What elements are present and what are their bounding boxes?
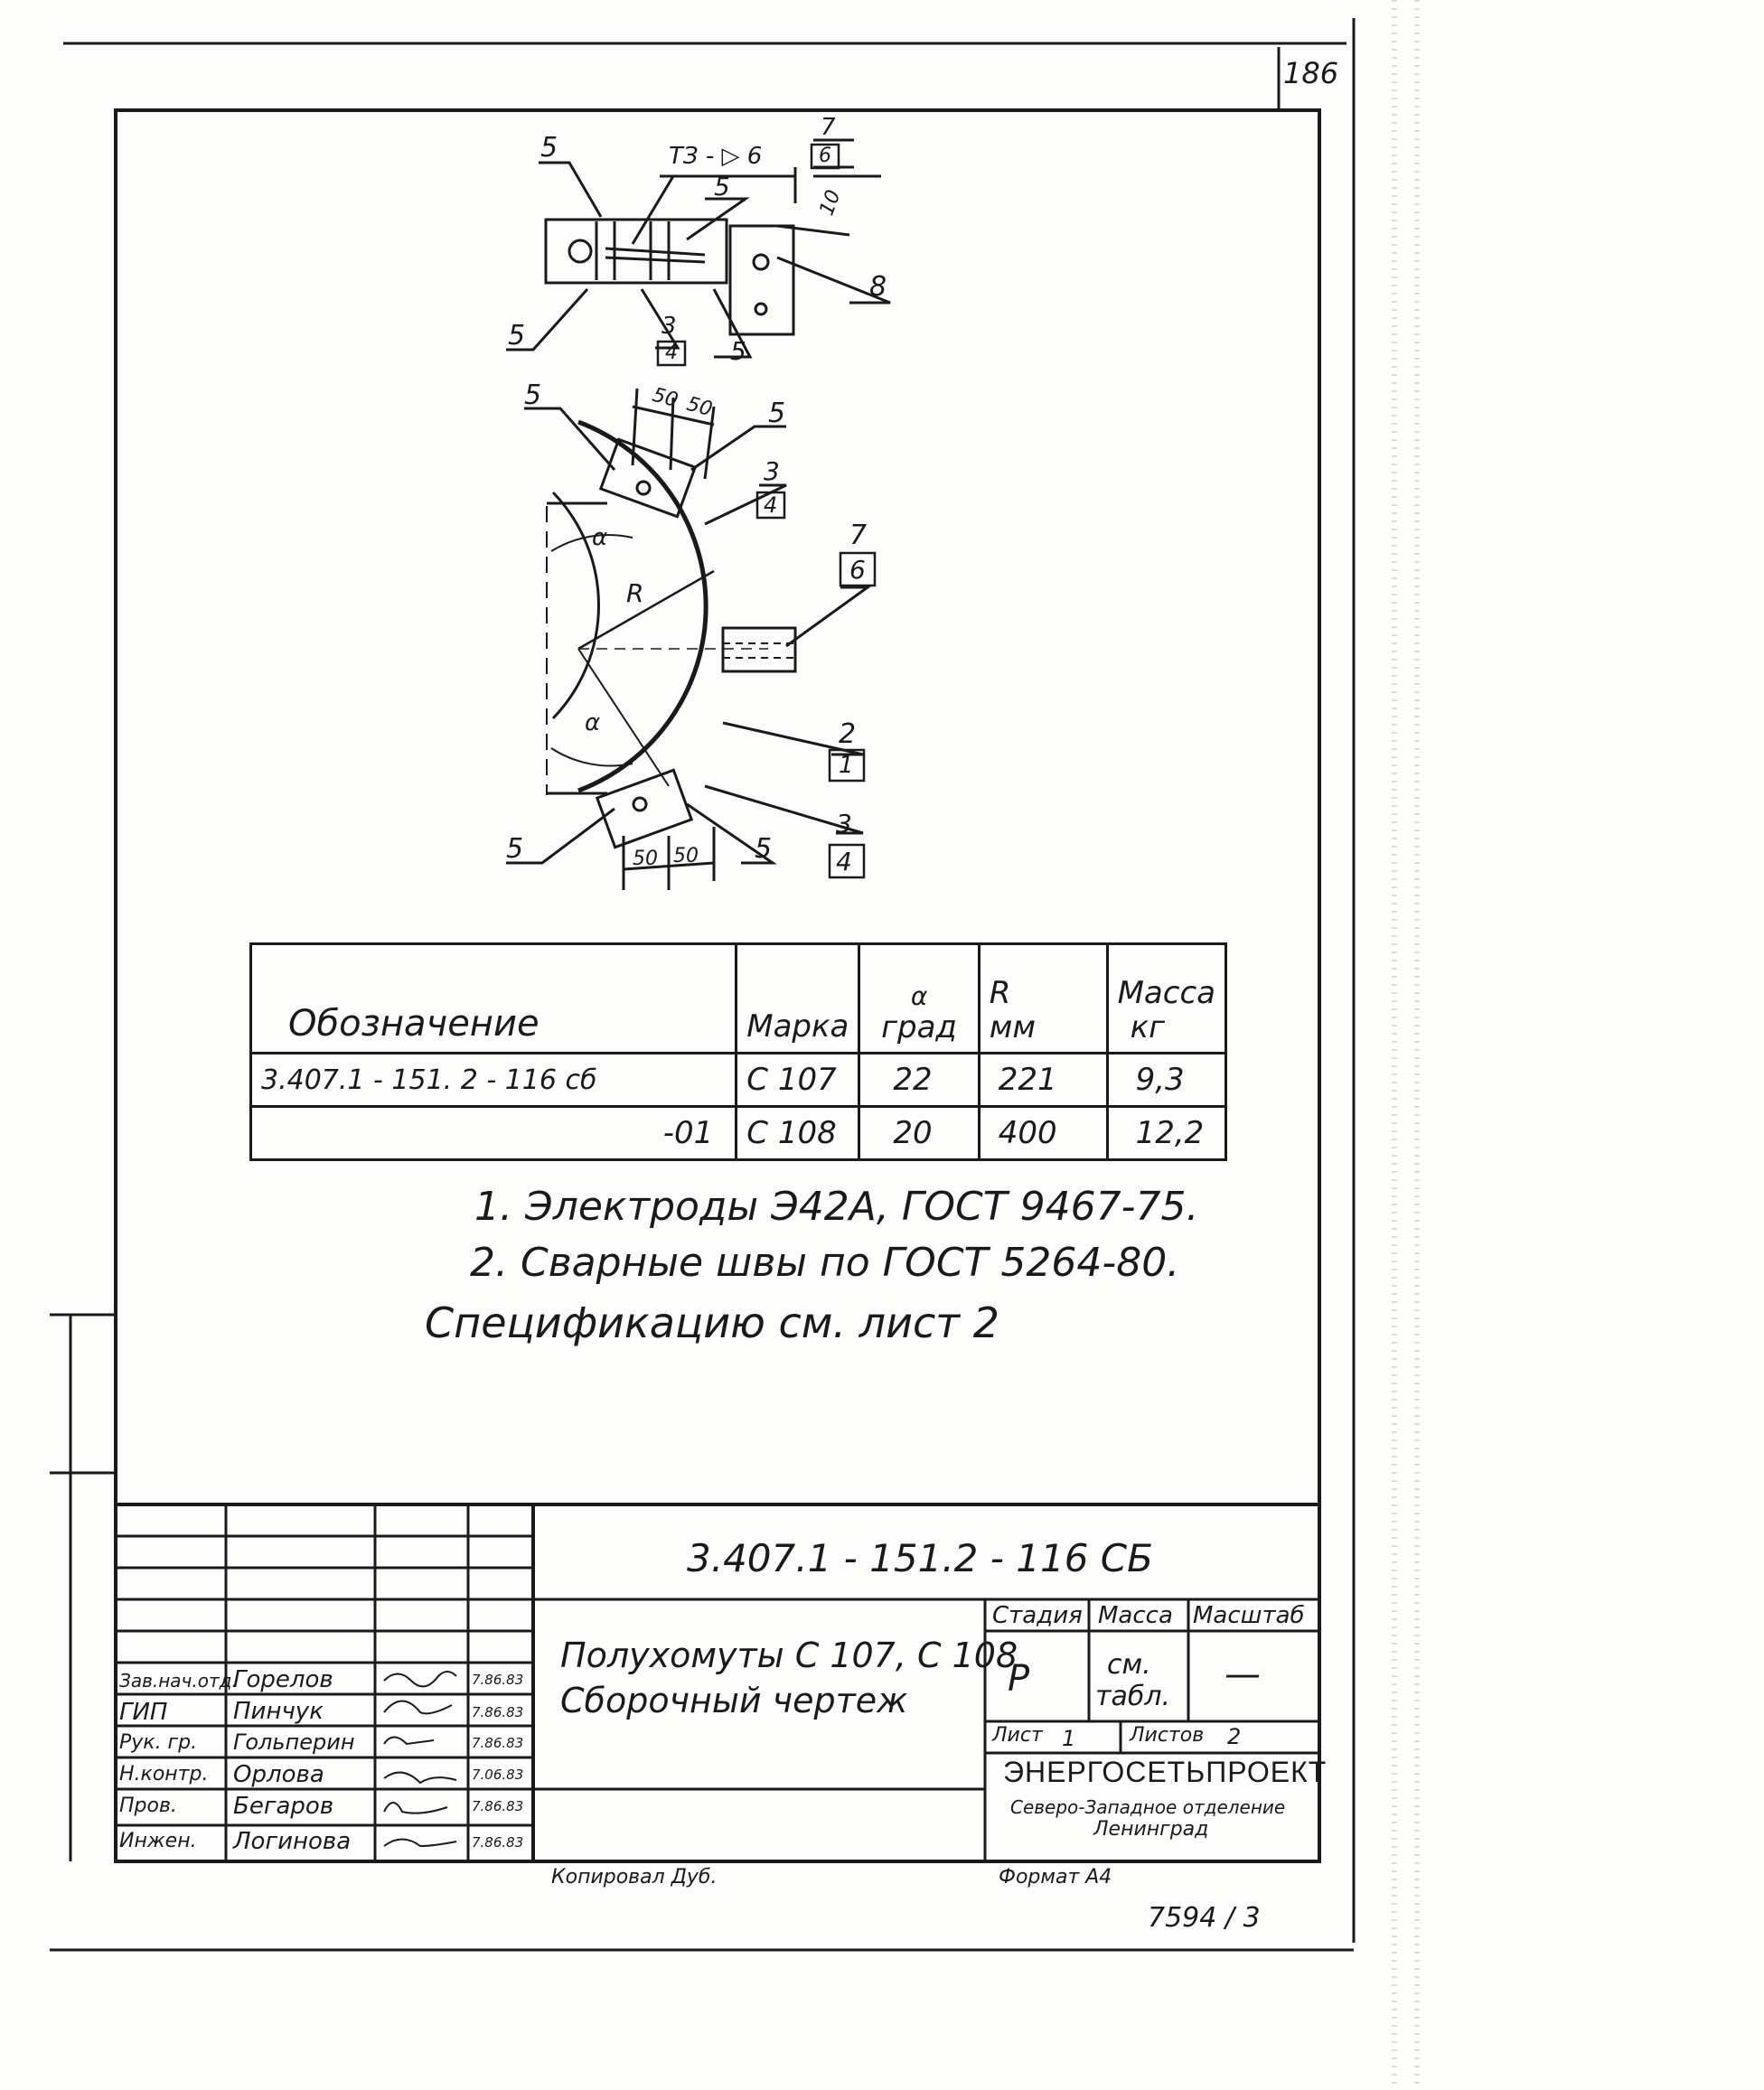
callout-mv-7: 7 (849, 520, 868, 551)
row1-mark: С 107 (737, 1054, 859, 1107)
sig-date: 7.86.83 (472, 1735, 524, 1751)
callout-tv-5b: 5 (714, 172, 730, 202)
mass-value-1: см. (1107, 1649, 1151, 1681)
stage-label: Стадия (992, 1602, 1083, 1629)
stage-value: Р (1008, 1658, 1030, 1700)
inventory-number: 7594 / 3 (1148, 1902, 1261, 1934)
callout-mv-5-bottomleft: 5 (506, 833, 524, 865)
sig-role: ГИП (119, 1699, 168, 1726)
sig-role: Пров. (119, 1795, 177, 1817)
spec-note: Спецификацию см. лист 2 (425, 1298, 999, 1347)
doc-name-1: Полухомуты С 107, С 108 (560, 1635, 1018, 1675)
header-mark: Марка (737, 944, 859, 1054)
sig-name: Горелов (233, 1666, 333, 1693)
sheet-value: 1 (1062, 1726, 1076, 1751)
callout-mv-5-topright: 5 (768, 398, 786, 429)
sig-name: Орлова (233, 1761, 324, 1788)
header-mass (1107, 944, 1225, 1054)
note-1: 1. Электроды Э42А, ГОСТ 9467-75. (474, 1184, 1199, 1230)
org-line-3: Ленинград (1093, 1818, 1209, 1841)
callout-mv-1: 1 (839, 752, 854, 779)
sheet-label: Лист (992, 1724, 1043, 1747)
spec-table-header (251, 944, 1226, 1054)
top-view-dim: 10 (815, 187, 846, 219)
radius-label: R (626, 578, 644, 608)
sig-date: 7.86.83 (472, 1672, 524, 1688)
sheets-value: 2 (1227, 1724, 1242, 1749)
org-name: ЭНЕРГОСЕТЬПРОЕКТ (1003, 1756, 1328, 1788)
header-mass-label: Масса (1117, 975, 1215, 1012)
row2-angle: 20 (859, 1107, 979, 1160)
header-designation: Обозначение (251, 944, 737, 1054)
sheet-number: 186 (1283, 56, 1339, 90)
callout-mv-5-bottomright: 5 (755, 833, 773, 865)
mass-label: Масса (1098, 1602, 1173, 1629)
doc-name-2: Сборочный чертеж (560, 1681, 908, 1720)
header-angle (859, 944, 979, 1054)
callout-mv-2: 2 (839, 718, 857, 750)
sig-role: Рук. гр. (119, 1731, 198, 1754)
sig-name: Логинова (233, 1828, 352, 1855)
callout-tv-5d: 5 (730, 336, 746, 366)
callout-tv-5c: 5 (508, 320, 526, 351)
callout-tv-8: 8 (869, 271, 887, 303)
top-view (506, 140, 890, 365)
sig-date: 7.86.83 (472, 1798, 524, 1814)
format-label: Формат А4 (999, 1866, 1112, 1888)
callout-tv-6: 6 (819, 145, 831, 167)
callout-tv-7: 7 (821, 114, 836, 141)
row2-radius: 400 (979, 1107, 1107, 1160)
sig-date: 7.06.83 (472, 1767, 524, 1783)
sheets-label: Листов (1130, 1724, 1205, 1747)
callout-mv-4-bottom: 4 (836, 847, 852, 876)
angle-label-top: α (592, 524, 608, 551)
sig-name: Пинчук (233, 1698, 324, 1725)
row1-designation: 3.407.1 - 151. 2 - 116 сб (251, 1054, 737, 1107)
copied-by: Копировал Дуб. (551, 1866, 718, 1888)
callout-mv-6: 6 (849, 555, 866, 585)
callout-tv-3: 3 (662, 313, 677, 340)
callout-tv-4: 4 (665, 342, 678, 364)
row1-angle: 22 (859, 1054, 979, 1107)
callout-mv-3-bottom: 3 (836, 809, 852, 839)
sig-name: Гольперин (233, 1729, 355, 1755)
dim-bottom-left: 50 (633, 848, 658, 870)
scale-label: Масштаб (1193, 1602, 1305, 1629)
dim-bottom-right: 50 (673, 845, 699, 867)
table-row (251, 1107, 1226, 1160)
spec-table (249, 942, 1227, 1161)
header-angle-unit: град (881, 1008, 957, 1045)
sig-date: 7.86.83 (472, 1704, 524, 1720)
row1-mass: 9,3 (1107, 1054, 1225, 1107)
row2-mark: С 108 (737, 1107, 859, 1160)
callout-mv-5-topleft: 5 (524, 380, 542, 411)
header-radius-symbol: R (989, 975, 1011, 1012)
note-2: 2. Сварные швы по ГОСТ 5264-80. (470, 1240, 1180, 1286)
header-angle-symbol: α (910, 980, 928, 1011)
table-row (251, 1054, 1226, 1107)
callout-mv-4-top: 4 (764, 492, 778, 518)
org-line-2: Северо-Западное отделение (1010, 1796, 1286, 1818)
sig-name: Бегаров (233, 1793, 334, 1820)
callout-mv-3-top: 3 (764, 456, 780, 486)
mass-value-2: табл. (1095, 1681, 1171, 1712)
header-radius-unit: мм (989, 1008, 1037, 1045)
header-radius (979, 944, 1107, 1054)
doc-code: 3.407.1 - 151.2 - 116 СБ (687, 1536, 1153, 1580)
sig-date: 7.86.83 (472, 1834, 524, 1851)
sig-role: Зав.нач.отд. (119, 1670, 238, 1692)
angle-label-bottom: α (585, 709, 601, 736)
scale-value: — (1224, 1654, 1261, 1695)
callout-tv-5a: 5 (540, 132, 558, 164)
row2-designation: -01 (251, 1107, 737, 1160)
header-mass-unit: кг (1130, 1008, 1165, 1045)
row1-radius: 221 (979, 1054, 1107, 1107)
sig-role: Инжен. (119, 1830, 197, 1852)
row2-mass: 12,2 (1107, 1107, 1225, 1160)
main-view (506, 389, 875, 890)
sig-role: Н.контр. (119, 1763, 209, 1785)
dim-top-right: 50 (684, 392, 715, 422)
dim-top-left: 50 (650, 383, 680, 413)
weld-symbol: ТЗ - ▷ 6 (669, 143, 763, 170)
